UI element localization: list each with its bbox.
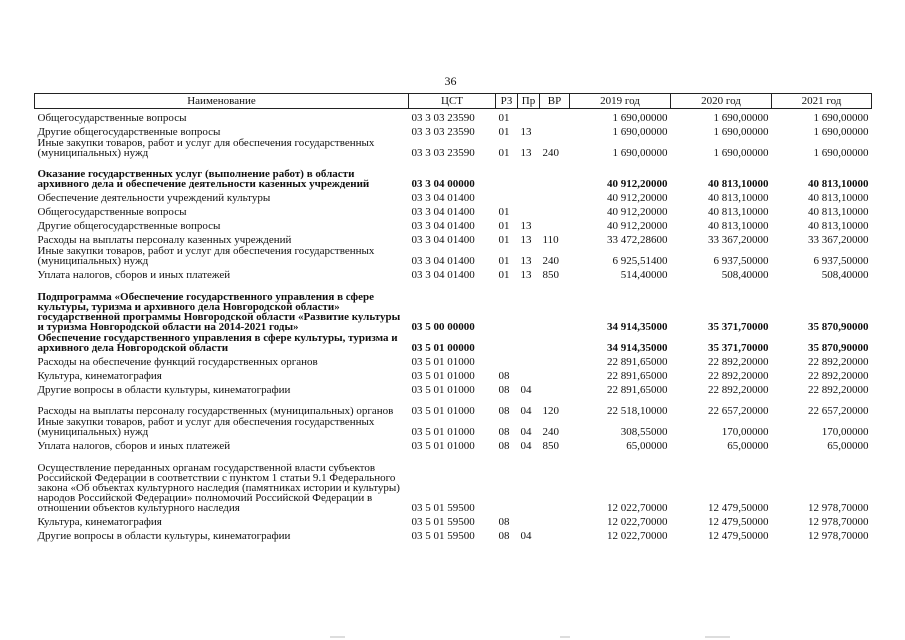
cell-rz [496, 280, 518, 332]
cell-pr [518, 451, 540, 513]
cell-pr: 13 [520, 147, 532, 159]
cell-y2020: 40 813,10000 [708, 178, 769, 190]
cell-rz: 01 [498, 112, 510, 124]
cell-y2021: 1 690,00000 [813, 126, 869, 138]
cell-y2020: 1 690,00000 [713, 112, 769, 124]
table-row [35, 280, 872, 332]
table-row [35, 437, 872, 451]
cell-pr [518, 367, 540, 381]
cell-y2021: 6 937,50000 [813, 255, 869, 267]
cell-y2020: 40 813,10000 [708, 192, 769, 204]
cell-name: Осуществление переданных органам государственной власти субъектов Российской Федерации в соответствии с пунктом 1 статьи 9.1 Федерального закона «Об объектах культурного наследия (памятниках истории и культуры) народов Российской Федерации» полномочий Российской Федерации в отношении объектов культурного наследия [37, 462, 400, 514]
cell-rz: 08 [498, 440, 510, 452]
cell-cst: 03 5 01 59500 [411, 502, 475, 514]
cell-y2021: 35 870,90000 [808, 342, 869, 354]
cell-y2019: 22 891,65000 [607, 384, 668, 396]
cell-y2020: 35 371,70000 [708, 321, 769, 333]
cell-y2019: 308,55000 [620, 426, 668, 438]
cell-cst: 03 5 01 01000 [411, 440, 475, 452]
cell-y2019: 6 925,51400 [612, 255, 668, 267]
col-header-cst: ЦСТ [409, 94, 496, 109]
table-row [35, 367, 872, 381]
cell-y2021: 1 690,00000 [813, 112, 869, 124]
cell-cst: 03 3 04 01400 [411, 206, 475, 218]
cell-pr [518, 332, 540, 353]
cell-pr [518, 158, 540, 189]
cell-y2020: 22 657,20000 [708, 405, 769, 417]
cell-cst: 03 5 01 01000 [411, 356, 475, 368]
cell-vr [540, 189, 570, 203]
cell-name: Иные закупки товаров, работ и услуг для обеспечения государственных (муниципальных) нужд [37, 137, 375, 159]
cell-pr: 04 [520, 426, 532, 438]
cell-vr: 120 [542, 405, 559, 417]
cell-y2020: 22 892,20000 [708, 356, 769, 368]
cell-cst: 03 3 04 01400 [411, 234, 475, 246]
table-row [35, 158, 872, 189]
cell-vr [540, 217, 570, 231]
cell-y2019: 1 690,00000 [612, 126, 668, 138]
cell-y2021: 12 978,70000 [808, 516, 869, 528]
cell-pr [518, 353, 540, 367]
cell-y2019: 1 690,00000 [612, 112, 668, 124]
cell-pr [518, 189, 540, 203]
cell-y2021: 22 892,20000 [808, 384, 869, 396]
cell-y2020: 40 813,10000 [708, 206, 769, 218]
cell-cst: 03 5 01 01000 [411, 370, 475, 382]
cell-name: Уплата налогов, сборов и иных платежей [37, 269, 231, 281]
cell-y2021: 508,40000 [821, 269, 869, 281]
col-header-rz: РЗ [496, 94, 518, 109]
cell-name: Расходы на обеспечение функций государственных органов [37, 356, 318, 368]
cell-rz [496, 353, 518, 367]
table-row [35, 416, 872, 437]
cell-y2021: 12 978,70000 [808, 530, 869, 542]
cell-y2021: 170,00000 [821, 426, 869, 438]
table-row [35, 217, 872, 231]
cell-y2021: 40 813,10000 [808, 178, 869, 190]
cell-y2019: 12 022,70000 [607, 530, 668, 542]
col-header-2021: 2021 год [772, 94, 872, 109]
cell-cst: 03 3 04 01400 [411, 269, 475, 281]
cell-y2021: 40 813,10000 [808, 220, 869, 232]
cell-name: Обеспечение деятельности учреждений культуры [37, 192, 271, 204]
cell-cst: 03 5 01 59500 [411, 516, 475, 528]
cell-cst: 03 3 04 01400 [411, 220, 475, 232]
cell-pr: 13 [520, 126, 532, 138]
cell-name: Оказание государственных услуг (выполнение работ) в области архивного дела и обеспечение деятельности казенных учреждений [37, 168, 370, 190]
cell-cst: 03 3 04 01400 [411, 255, 475, 267]
cell-rz [496, 332, 518, 353]
cell-rz [496, 451, 518, 513]
cell-rz: 08 [498, 530, 510, 542]
cell-y2020: 1 690,00000 [713, 147, 769, 159]
cell-y2020: 508,40000 [721, 269, 769, 281]
cell-vr: 110 [542, 234, 559, 246]
cell-y2019: 40 912,20000 [607, 220, 668, 232]
cell-rz: 01 [498, 147, 510, 159]
scan-marks [0, 634, 905, 640]
cell-y2020: 22 892,20000 [708, 384, 769, 396]
cell-vr: 240 [542, 255, 559, 267]
cell-y2019: 65,00000 [626, 440, 668, 452]
page-number: 36 [444, 74, 457, 88]
cell-vr [540, 203, 570, 217]
col-header-pr: Пр [518, 94, 540, 109]
cell-y2019: 40 912,20000 [607, 206, 668, 218]
cell-cst: 03 3 04 00000 [411, 178, 475, 190]
cell-y2020: 33 367,20000 [708, 234, 769, 246]
cell-cst: 03 3 03 23590 [411, 126, 475, 138]
table-row [35, 123, 872, 137]
cell-name: Расходы на выплаты персоналу государственных (муниципальных) органов [37, 405, 394, 417]
cell-cst: 03 5 00 00000 [411, 321, 475, 333]
cell-pr: 04 [520, 530, 532, 542]
cell-rz: 08 [498, 405, 510, 417]
cell-vr [540, 381, 570, 395]
cell-vr [540, 451, 570, 513]
cell-pr [518, 203, 540, 217]
cell-name: Культура, кинематография [37, 370, 162, 382]
cell-pr: 04 [520, 384, 532, 396]
cell-y2020: 12 479,50000 [708, 502, 769, 514]
cell-name: Другие вопросы в области культуры, кинематографии [37, 384, 291, 396]
cell-pr: 04 [520, 440, 532, 452]
cell-vr: 240 [542, 147, 559, 159]
cell-y2019: 40 912,20000 [607, 178, 668, 190]
cell-y2020: 170,00000 [721, 426, 769, 438]
cell-vr [540, 353, 570, 367]
budget-table [34, 93, 872, 541]
cell-vr [540, 109, 570, 124]
cell-y2019: 40 912,20000 [607, 192, 668, 204]
cell-pr [518, 513, 540, 527]
table-row [35, 203, 872, 217]
col-header-2020: 2020 год [671, 94, 772, 109]
cell-cst: 03 3 03 23590 [411, 147, 475, 159]
cell-pr [518, 109, 540, 124]
cell-name: Иные закупки товаров, работ и услуг для обеспечения государственных (муниципальных) нужд [37, 416, 375, 438]
table-row [35, 332, 872, 353]
cell-y2019: 33 472,28600 [607, 234, 668, 246]
table-row [35, 513, 872, 527]
table-row [35, 231, 872, 245]
cell-y2019: 514,40000 [620, 269, 668, 281]
cell-cst: 03 5 01 00000 [411, 342, 475, 354]
cell-y2019: 22 891,65000 [607, 356, 668, 368]
cell-rz [496, 158, 518, 189]
cell-name: Подпрограмма «Обеспечение государственного управления в сфере культуры, туризма и архивного дела Новгородской области» государственной программы Новгородской области «Развитие культуры и туризма Новгородской области на 2014-2021 годы» [37, 291, 401, 333]
col-header-2019: 2019 год [570, 94, 671, 109]
cell-y2020: 22 892,20000 [708, 370, 769, 382]
cell-name: Иные закупки товаров, работ и услуг для обеспечения государственных (муниципальных) нужд [37, 245, 375, 267]
cell-cst: 03 5 01 01000 [411, 426, 475, 438]
header-row [35, 94, 872, 109]
cell-y2020: 35 371,70000 [708, 342, 769, 354]
cell-y2021: 40 813,10000 [808, 206, 869, 218]
table-row [35, 245, 872, 266]
cell-y2021: 22 657,20000 [808, 405, 869, 417]
cell-name: Другие вопросы в области культуры, кинематографии [37, 530, 291, 542]
table-row [35, 266, 872, 280]
cell-y2020: 6 937,50000 [713, 255, 769, 267]
cell-vr [540, 158, 570, 189]
cell-rz: 01 [498, 220, 510, 232]
cell-vr [540, 527, 570, 541]
cell-y2019: 34 914,35000 [607, 321, 668, 333]
cell-vr: 850 [542, 440, 559, 452]
cell-cst: 03 5 01 01000 [411, 405, 475, 417]
cell-y2020: 12 479,50000 [708, 516, 769, 528]
cell-y2021: 22 892,20000 [808, 356, 869, 368]
cell-y2019: 22 891,65000 [607, 370, 668, 382]
cell-vr [540, 280, 570, 332]
table-row [35, 527, 872, 541]
cell-y2021: 33 367,20000 [808, 234, 869, 246]
col-header-name: Наименование [35, 94, 409, 109]
cell-vr: 240 [542, 426, 559, 438]
cell-rz: 01 [498, 269, 510, 281]
cell-rz [496, 189, 518, 203]
cell-y2021: 35 870,90000 [808, 321, 869, 333]
cell-cst: 03 5 01 01000 [411, 384, 475, 396]
cell-y2019: 34 914,35000 [607, 342, 668, 354]
cell-y2019: 22 518,10000 [607, 405, 668, 417]
cell-name: Уплата налогов, сборов и иных платежей [37, 440, 231, 452]
cell-cst: 03 3 03 23590 [411, 112, 475, 124]
cell-y2020: 1 690,00000 [713, 126, 769, 138]
cell-y2020: 12 479,50000 [708, 530, 769, 542]
cell-pr: 04 [520, 405, 532, 417]
table-body [35, 109, 872, 542]
cell-rz: 01 [498, 126, 510, 138]
cell-cst: 03 3 04 01400 [411, 192, 475, 204]
cell-pr: 13 [520, 255, 532, 267]
cell-y2020: 65,00000 [727, 440, 769, 452]
cell-pr [518, 280, 540, 332]
cell-pr: 13 [520, 220, 532, 232]
cell-y2021: 40 813,10000 [808, 192, 869, 204]
table-row [35, 381, 872, 395]
cell-pr: 13 [520, 269, 532, 281]
cell-y2021: 12 978,70000 [808, 502, 869, 514]
cell-vr [540, 332, 570, 353]
cell-rz: 08 [498, 516, 510, 528]
cell-vr: 850 [542, 269, 559, 281]
table-row [35, 189, 872, 203]
cell-name: Общегосударственные вопросы [37, 206, 187, 218]
cell-name: Другие общегосударственные вопросы [37, 220, 221, 232]
cell-name: Обеспечение государственного управления в сфере культуры, туризма и архивного дела Новгородской области [37, 332, 398, 354]
cell-vr [540, 367, 570, 381]
cell-y2020: 40 813,10000 [708, 220, 769, 232]
cell-y2021: 1 690,00000 [813, 147, 869, 159]
cell-rz: 01 [498, 255, 510, 267]
table-row [35, 109, 872, 124]
cell-y2019: 12 022,70000 [607, 516, 668, 528]
cell-rz: 01 [498, 234, 510, 246]
table-row [35, 451, 872, 513]
cell-name: Общегосударственные вопросы [37, 112, 187, 124]
table-row [35, 137, 872, 158]
col-header-vr: ВР [540, 94, 570, 109]
cell-rz: 08 [498, 426, 510, 438]
table-row [35, 353, 872, 367]
cell-y2021: 22 892,20000 [808, 370, 869, 382]
cell-name: Культура, кинематография [37, 516, 162, 528]
cell-y2021: 65,00000 [827, 440, 869, 452]
cell-rz: 08 [498, 384, 510, 396]
cell-name: Расходы на выплаты персоналу казенных учреждений [37, 234, 292, 246]
cell-name: Другие общегосударственные вопросы [37, 126, 221, 138]
cell-cst: 03 5 01 59500 [411, 530, 475, 542]
cell-vr [540, 123, 570, 137]
cell-rz: 08 [498, 370, 510, 382]
cell-y2019: 1 690,00000 [612, 147, 668, 159]
cell-y2019: 12 022,70000 [607, 502, 668, 514]
cell-rz: 01 [498, 206, 510, 218]
cell-vr [540, 513, 570, 527]
cell-pr: 13 [520, 234, 532, 246]
table-row [35, 395, 872, 416]
